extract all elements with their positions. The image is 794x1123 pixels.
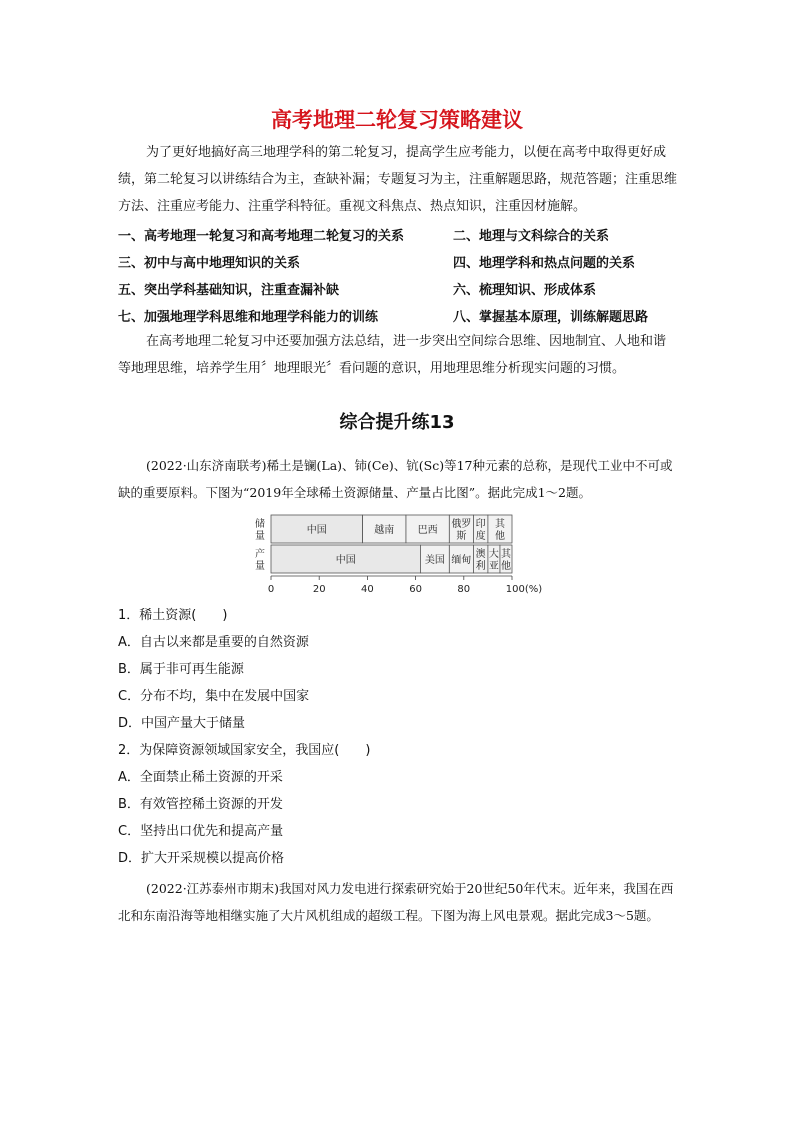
x-tick-label: 20 [312,584,326,595]
outline-item: 八、掌握基本原理，训练解题思路 [453,310,649,325]
source-paragraph-1: (2022·山东济南联考)稀土是镧(La)、铈(Ce)、钪(Sc)等17种元素的总称，是现代工业中不可或缺的重要原料。下图为“2019年全球稀土资源储量、产量占比图”。据此完成1～2题。 [118,458,673,500]
outline-item: 五、突出学科基础知识，注重查漏补缺 [118,283,340,298]
question-1-option-d: D．中国产量大于储量 [118,716,246,731]
rare-earth-stacked-bar-chart [250,510,550,600]
section-title: 综合提升练13 [339,412,455,433]
outline-row [118,273,678,300]
segment-label: 缅甸 [451,555,472,566]
question-1-option-a: A．自古以来都是重要的自然资源 [118,635,309,650]
segment-label: 其 [500,549,511,560]
segment-label: 其 [494,519,505,530]
outline-row [118,300,678,327]
category-label: 量 [255,531,265,542]
x-tick-label: 40 [361,584,374,595]
x-tick-label: 80 [457,584,471,595]
segment-label: 度 [475,531,486,542]
question-1-option-c: C．分布不均，集中在发展中国家 [118,689,310,704]
outline-row [118,219,678,246]
outline-row [118,246,678,273]
segment-label: 利 [475,561,486,572]
summary-paragraph: 在高考地理二轮复习中还要加强方法总结，进一步突出空间综合思维、因地制宜、人地和谐等地理思维，培养学生用〞地理眼光〞看问题的意识，用地理思维分析现实问题的习惯。 [118,334,667,376]
segment-label: 中国 [306,525,327,536]
outline-item: 六、梳理知识、形成体系 [453,283,597,298]
question-2-option-a: A．全面禁止稀土资源的开采 [118,770,283,785]
segment-label: 印 [475,519,486,530]
question-2-option-c: C．坚持出口优先和提高产量 [118,824,284,839]
segment-label: 巴西 [417,525,438,536]
segment-label: 越南 [374,525,395,536]
question-1-stem: 1．稀土资源( ) [118,608,228,623]
category-label: 量 [255,561,265,572]
segment-label: 大 [488,549,499,560]
segment-label: 斯 [456,531,467,542]
question-1-option-b: B．属于非可再生能源 [118,662,244,677]
question-2-stem: 2．为保障资源领域国家安全，我国应( ) [118,743,371,758]
category-label: 产 [255,549,265,560]
segment-label: 美国 [424,555,445,566]
category-label: 储 [255,519,265,530]
source-paragraph-2: (2022·江苏泰州市期末)我国对风力发电进行探索研究始于20世纪50年代末。近年来，我国在西北和东南沿海等地相继实施了大片风机组成的超级工程。下图为海上风电景观。据此完成3～5题。 [118,881,674,923]
segment-label: 亚 [488,561,499,572]
x-tick-label: 60 [409,584,422,595]
outline-item: 四、地理学科和热点问题的关系 [453,256,636,271]
segment-label: 他 [494,531,505,542]
segment-label: 中国 [335,555,356,566]
outline-item: 一、高考地理一轮复习和高考地理二轮复习的关系 [118,229,405,244]
outline-item: 三、初中与高中地理知识的关系 [118,256,301,271]
outline-list [118,219,678,327]
outline-item: 七、加强地理学科思维和地理学科能力的训练 [118,310,379,325]
question-2-option-d: D．扩大开采规模以提高价格 [118,851,285,866]
segment-label: 俄罗 [451,519,472,530]
intro-paragraph: 为了更好地搞好高三地理学科的第二轮复习，提高学生应考能力，以便在高考中取得更好成绩，第二轮复习以讲练结合为主，查缺补漏；专题复习为主，注重解题思路，规范答题；注重思维方法、注重应考能力、注重学科特征。重视文科焦点、热点知识，注重因材施解。 [118,145,678,214]
segment-label: 澳 [475,549,486,560]
document-title: 高考地理二轮复习策略建议 [271,108,523,132]
question-2-option-b: B．有效管控稀土资源的开发 [118,797,283,812]
outline-item: 二、地理与文科综合的关系 [453,229,610,244]
segment-label: 他 [500,561,511,572]
question-1 [118,602,678,872]
x-tick-label: 0 [267,584,275,595]
x-tick-label: 100(%) [505,584,543,595]
